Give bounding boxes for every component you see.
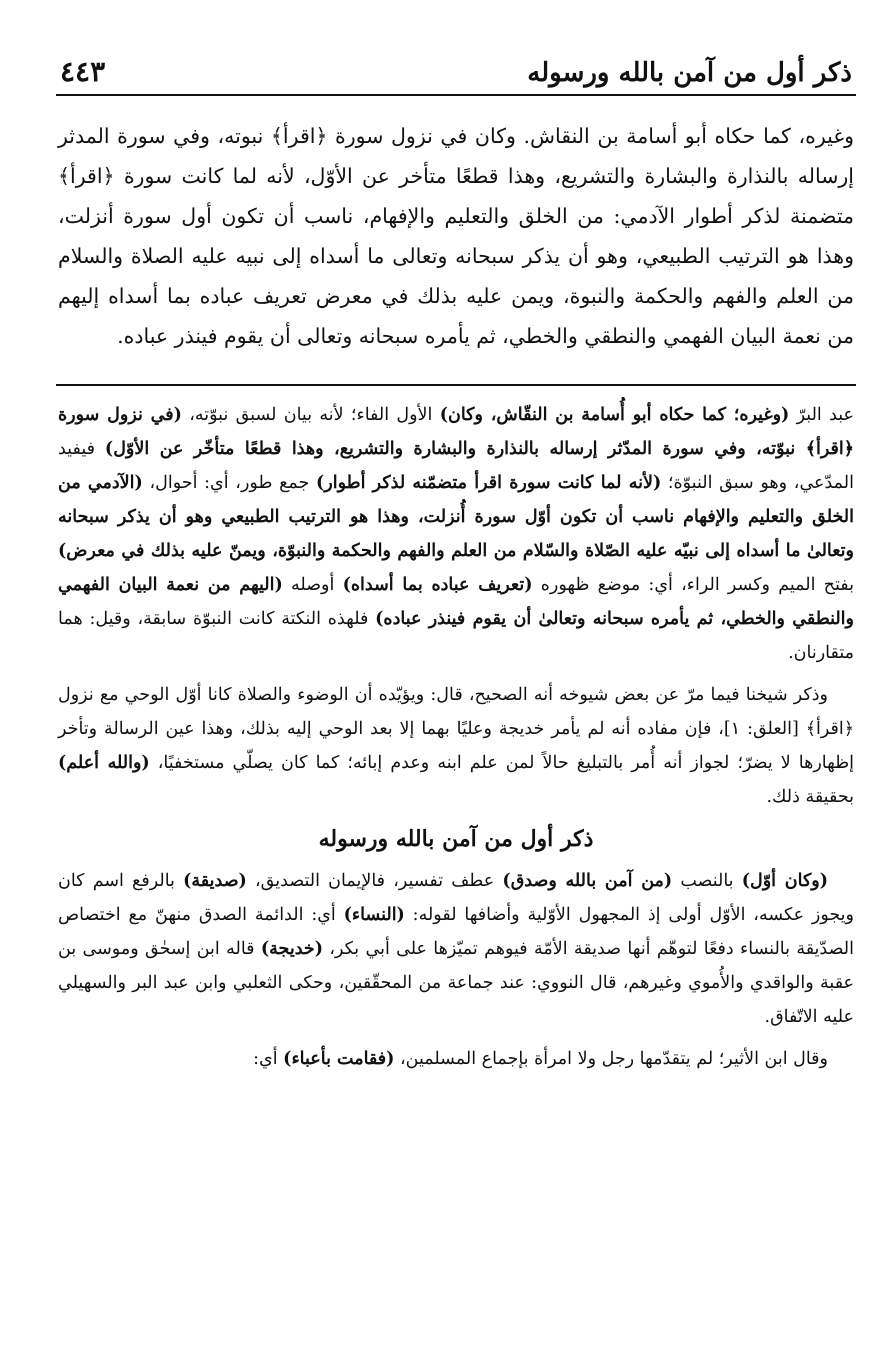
quoted-matn-text: (فقامت بأعباء) [283, 1049, 395, 1069]
commentary-text: جمع طور، أي: أحوال، [142, 473, 317, 493]
commentary-text: وقال ابن الأثير؛ لم يتقدّمها رجل ولا امرأة بإجماع المسلمين، [394, 1049, 828, 1069]
quoted-matn-text: (اليهم من نعمة البيان الفهمي والنطقي والخطي، ثم يأمره سبحانه وتعالىٰ أن يقوم فينذر عباده) [58, 575, 854, 629]
commentary-text: قاله ابن إسحٰق وموسى بن عقبة والواقدي والأُموي وغيرهم، قال النووي: عند جماعة من المحقّقين، وحكى الثعلبي وابن عبد البر والسهيلي عليه الاتّفاق. [58, 939, 854, 1027]
commentary-paragraph [58, 398, 854, 670]
commentary-text: فلهذه النكتة كانت النبوّة سابقة، وقيل: هما متقارنان. [58, 609, 854, 663]
commentary-text: بفتح الميم وكسر الراء، أي: موضع ظهوره [532, 575, 854, 595]
quoted-matn-text: (تعريف عباده بما أسداه) [342, 575, 533, 595]
commentary-text: عبد البرّ [789, 405, 854, 425]
quoted-matn-text: (الآدمي من الخلق والتعليم والإفهام ناسب أن تكون أوّل سورة أُنزلت، وهذا هو الترتيب الطبيعي وهو أن يذكر سبحانه وتعالىٰ ما أسداه إلى نبيّه عليه الصّلاة والسّلام من العلم والفهم والحكمة والنبوّة، ويمنّ عليه بذلك في معرض) [58, 473, 854, 561]
commentary-text: وذكر شيخنا فيما مرّ عن بعض شيوخه أنه الصحيح، قال: ويؤيّده أن الوضوء والصلاة كانا أوّل الوحي مع نزول ﴿اقرأ﴾ [العلق: ١]، فإن مفاده أنه لم يأمر خديجة وعليًا بهما إلا بعد الوحي إليه بذلك، وهذا عين الرسالة وتأخر إظهارها لا يضرّ؛ لجواز أنه أُمر بالتبليغ حالاً لمن علم ابنه وعدم إبائه؛ كما كان يصلّي مستخفيًا، [58, 685, 855, 773]
quoted-matn-text: (في نزول سورة ﴿اقرأ﴾ نبوّته، وفي سورة المدّثر إرساله بالنذارة والبشارة والتشريع، وهذا قطعًا متأخّر عن الأوّل) [58, 405, 854, 459]
commentary-text: بالنصب [672, 871, 742, 891]
commentary-text: أي: [253, 1049, 284, 1069]
commentary [56, 398, 856, 1076]
commentary-text: فيفيد المدّعي، وهو سبق النبوّة؛ [58, 439, 854, 493]
commentary-paragraph [58, 864, 854, 1034]
commentary-text: أوصله [282, 575, 343, 595]
main-text: وغيره، كما حكاه أبو أسامة بن النقاش. وكان في نزول سورة ﴿اقرأ﴾ نبوته، وفي سورة المدثر إرساله بالنذارة والبشارة والتشريع، وهذا قطعًا متأخر عن الأوّل، لأنه لما كانت سورة ﴿اقرأ﴾ متضمنة لذكر أطوار الآدمي: من الخلق والتعليم والإفهام، ناسب أن تكون أول سورة أنزلت، وهذا هو الترتيب الطبيعي، وهو أن يذكر سبحانه وتعالى ما أسداه إلى نبيه عليه الصلاة والسلام من العلم والفهم والحكمة والنبوة، ويمن عليه بذلك في معرض تعريف عباده بما أسداه إليهم من نعمة البيان الفهمي والنطقي والخطي، ثم يأمره سبحانه وتعالى أن يقوم فينذر عباده. [58, 124, 854, 348]
commentary-paragraph [58, 1042, 854, 1076]
book-page [56, 36, 856, 1084]
commentary-text: بحقيقة ذلك. [766, 787, 854, 807]
quoted-matn-text: (صديقة) [183, 871, 247, 891]
quoted-matn-text: (من آمن بالله وصدق) [502, 871, 673, 891]
quoted-matn-text: (وكان أوّل) [741, 871, 829, 891]
quoted-matn-text: (والله أعلم) [58, 753, 150, 773]
running-header [56, 36, 856, 96]
section-heading: ذكر أول من آمن بالله ورسوله [318, 826, 594, 852]
quoted-matn-text: (وغيره؛ كما حكاه أبو أُسامة بن النقّاش، وكان) [439, 405, 790, 425]
commentary-text: بالرفع اسم كان ويجوز عكسه، الأوّل أولى إذ المجهول الأوّلية وأضافها لقوله: [58, 871, 855, 925]
chapter-title: ذكر أول من آمن بالله ورسوله [527, 58, 852, 88]
quoted-matn-text: (لأنه لما كانت سورة اقرأ متضمّنه لذكر أطوار) [316, 473, 662, 493]
footnote-separator [56, 384, 856, 386]
commentary-paragraph [58, 678, 854, 814]
commentary-text: أي: الدائمة الصدق منهنّ مع اختصاص الصدّيقة بالنساء دفعًا لتوهّم أنها صديقة الأمّة فيوهم تميّزها على أبي بكر، [58, 905, 854, 959]
commentary-text: عطف تفسير، فالإيمان التصديق، [246, 871, 503, 891]
quoted-matn-text: (النساء) [343, 905, 405, 925]
quoted-matn-text: (خديجة) [260, 939, 323, 959]
page-number: ٤٤٣ [60, 55, 106, 88]
commentary-text: الأول الفاء؛ لأنه بيان لسبق نبوّته، [181, 405, 440, 425]
